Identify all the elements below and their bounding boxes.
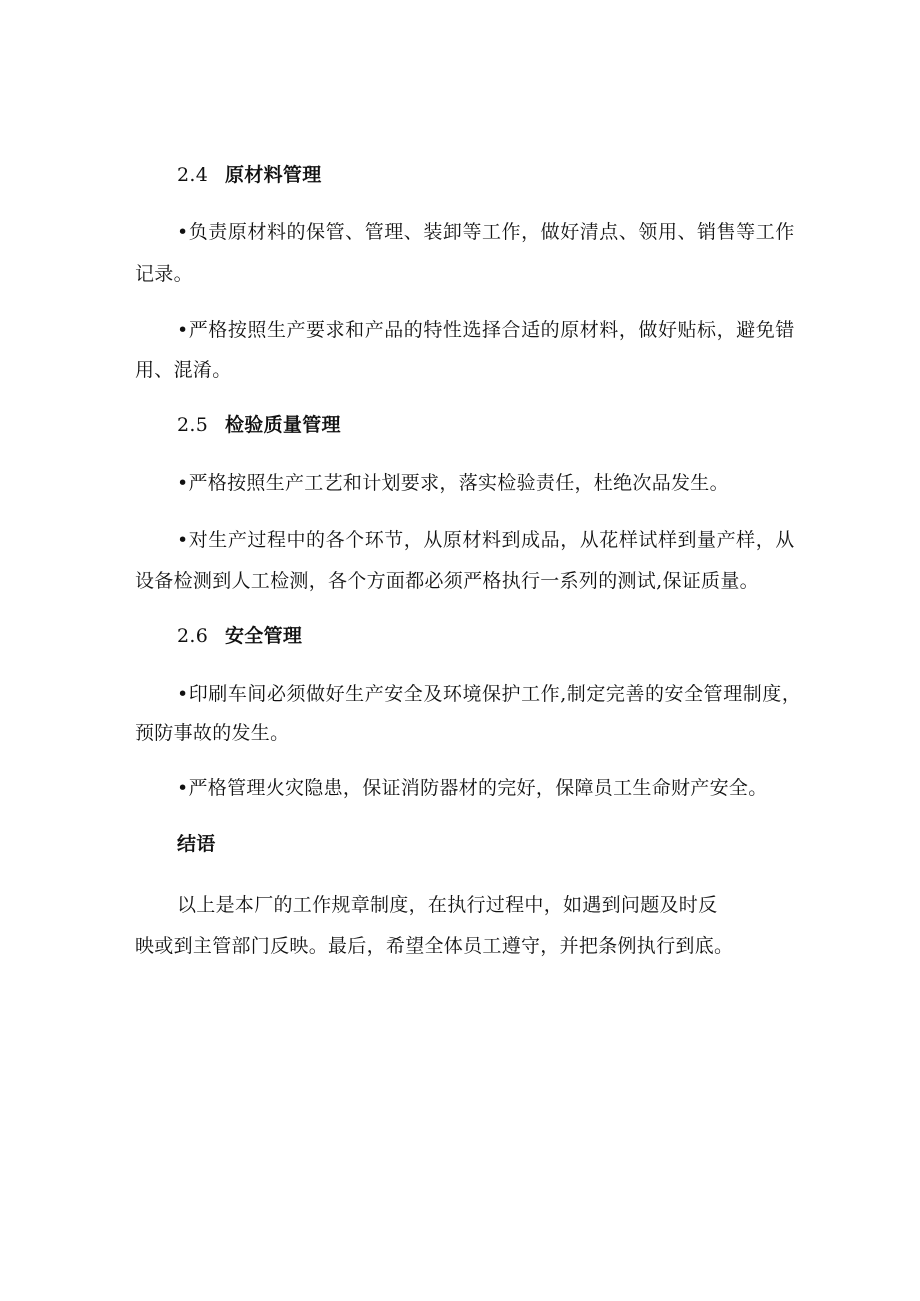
paragraph-line: •负责原材料的保管、管理、装卸等工作，做好清点、领用、销售等工作: [177, 221, 795, 243]
section-heading-2-5: [177, 413, 341, 437]
paragraph-line: •严格按照生产工艺和计划要求，落实检验责任，杜绝次品发生。: [177, 472, 729, 494]
conclusion-line: 映或到主管部门反映。最后，希望全体员工遵守，并把条例执行到底。: [135, 935, 734, 957]
conclusion-heading: 结语: [177, 833, 216, 855]
paragraph-line: 设备检测到人工检测，各个方面都必须严格执行一系列的测试,保证质量。: [135, 570, 759, 592]
section-title: 原材料管理: [225, 164, 322, 186]
paragraph-line: •严格按照生产要求和产品的特性选择合适的原材料，做好贴标，避免错: [177, 319, 795, 341]
section-heading-2-6: [177, 624, 302, 648]
conclusion-line: 以上是本厂的工作规章制度，在执行过程中，如遇到问题及时反: [177, 894, 718, 916]
paragraph-line: •对生产过程中的各个环节，从原材料到成品，从花样试样到量产样，从: [177, 529, 795, 551]
section-title: 检验质量管理: [225, 414, 341, 436]
paragraph-line: 预防事故的发生。: [135, 722, 290, 744]
paragraph-line: 用、混淆。: [135, 359, 232, 381]
section-number: 2.4: [177, 164, 209, 186]
section-number: 2.5: [177, 414, 209, 436]
paragraph-line: •严格管理火灾隐患，保证消防器材的完好，保障员工生命财产安全。: [177, 777, 768, 799]
section-number: 2.6: [177, 625, 209, 647]
section-heading-2-4: [177, 163, 322, 187]
paragraph-line: 记录。: [135, 263, 193, 285]
paragraph-line: •印刷车间必须做好生产安全及环境保护工作,制定完善的安全管理制度，: [177, 683, 802, 705]
section-title: 安全管理: [225, 625, 303, 647]
